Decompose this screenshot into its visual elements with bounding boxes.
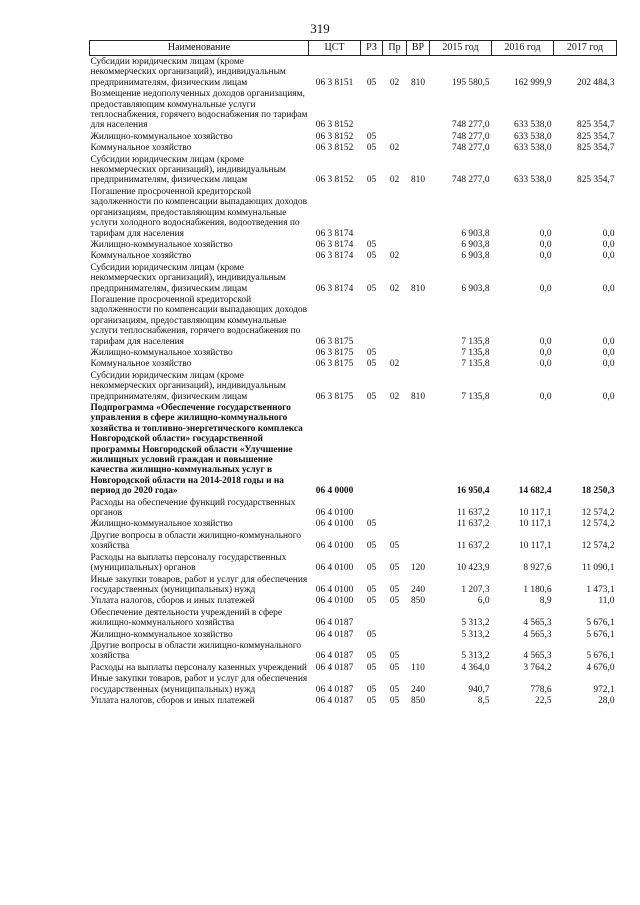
cell-rz — [361, 294, 383, 347]
cell-rz: 05 — [366, 131, 377, 142]
page-number: 319 — [310, 21, 330, 36]
cell-vr — [407, 250, 430, 261]
cell-cst: 06 3 8175 — [315, 336, 354, 347]
cell-rz: 05 — [366, 519, 377, 530]
cell-name: Коммунальное хозяйство — [90, 143, 192, 154]
table-row — [90, 262, 617, 294]
cell-pr: 02 — [389, 391, 400, 402]
cell-pr: 05 — [389, 651, 400, 662]
cell-2017: 825 354,7 — [577, 131, 615, 142]
cell-2016: 22,5 — [535, 695, 552, 706]
cell-pr: 05 — [389, 684, 400, 695]
cell-2015: 5 313,2 — [461, 629, 490, 640]
cell-2016: 4 565,3 — [523, 651, 552, 662]
cell-vr — [407, 402, 430, 497]
cell-cst: 06 3 8175 — [315, 391, 354, 402]
cell-rz — [361, 497, 383, 519]
cell-2017: 0,0 — [602, 359, 615, 370]
cell-name: Уплата налогов, сборов и иных платежей — [90, 596, 255, 607]
cell-2016: 0,0 — [539, 251, 552, 262]
cell-pr: 02 — [389, 143, 400, 154]
cell-2017: 5 676,1 — [586, 629, 615, 640]
cell-cst: 06 3 8152 — [315, 175, 354, 186]
cell-rz: 05 — [366, 283, 377, 294]
table-row — [90, 56, 617, 89]
cell-2016: 0,0 — [539, 228, 552, 239]
header-pr: Пр — [383, 41, 407, 56]
cell-cst: 06 4 0100 — [315, 584, 354, 595]
cell-2015: 195 580,5 — [452, 77, 490, 88]
cell-vr — [407, 186, 430, 239]
cell-2016: 14 682,4 — [518, 486, 552, 497]
table-row — [90, 595, 617, 606]
cell-cst: 06 4 0100 — [315, 541, 354, 552]
cell-2017: 18 250,3 — [581, 486, 615, 497]
cell-vr — [407, 142, 430, 153]
cell-pr: 02 — [389, 359, 400, 370]
cell-2015: 748 277,0 — [452, 175, 490, 186]
cell-name: Коммунальное хозяйство — [90, 251, 192, 262]
cell-pr — [383, 239, 407, 250]
cell-vr — [407, 131, 430, 142]
cell-vr — [407, 629, 430, 640]
table-row — [90, 370, 617, 402]
cell-2016: 778,6 — [530, 684, 552, 695]
cell-2017: 825 354,7 — [577, 143, 615, 154]
header-2017: 2017 год — [554, 41, 617, 56]
cell-pr: 02 — [389, 251, 400, 262]
cell-pr: 02 — [389, 175, 400, 186]
cell-vr: 850 — [410, 596, 426, 607]
cell-pr — [383, 402, 407, 497]
cell-2017: 5 676,1 — [586, 651, 615, 662]
cell-pr — [383, 294, 407, 347]
cell-pr: 02 — [389, 283, 400, 294]
cell-name: Погашение просроченной кредиторской задолженности по компенсации выпадающих доходов организациям, предоставляющим коммунальные услуги теплоснабжения, горячего водоснабжения по тарифам для населения — [90, 294, 308, 347]
cell-2015: 5 313,2 — [461, 651, 490, 662]
cell-vr: 110 — [411, 662, 425, 673]
table-row — [90, 88, 617, 131]
cell-rz: 05 — [366, 347, 377, 358]
cell-2017: 11,0 — [598, 596, 615, 607]
cell-name: Субсидии юридическим лицам (кроме некоммерческих организаций), индивидуальным предпринимателям, физическим лицам — [90, 154, 286, 186]
table-row — [90, 574, 617, 596]
header-2016: 2016 год — [492, 41, 554, 56]
cell-vr — [407, 294, 430, 347]
cell-name: Погашение просроченной кредиторской задолженности по компенсации выпадающих доходов организациям, предоставляющим коммунальные услуги холодного водоснабжения, водоотведения по тарифам для населения — [90, 186, 308, 239]
cell-name: Жилищно-коммунальное хозяйство — [90, 239, 233, 250]
cell-name: Субсидии юридическим лицам (кроме некоммерческих организаций), индивидуальным предпринимателям, физическим лицам — [90, 370, 286, 402]
cell-pr — [383, 131, 407, 142]
cell-2016: 162 999,9 — [514, 77, 552, 88]
cell-cst: 06 3 8152 — [315, 143, 354, 154]
cell-2017: 825 354,7 — [577, 120, 615, 131]
cell-2015: 7 135,8 — [461, 336, 490, 347]
cell-2015: 6 903,8 — [461, 283, 490, 294]
table-row — [90, 142, 617, 153]
cell-rz: 05 — [366, 239, 377, 250]
cell-2015: 8,5 — [477, 695, 490, 706]
cell-rz: 05 — [366, 584, 377, 595]
table-row — [90, 131, 617, 142]
cell-name: Иные закупки товаров, работ и услуг для обеспечения государственных (муниципальных) нужд — [90, 674, 308, 695]
cell-2015: 10 423,9 — [456, 563, 490, 574]
cell-name: Обеспечение деятельности учреждений в сфере жилищно-коммунального хозяйства — [90, 607, 283, 629]
cell-2017: 12 574,2 — [581, 541, 615, 552]
cell-pr: 05 — [389, 541, 400, 552]
cell-rz: 05 — [366, 541, 377, 552]
cell-2016: 4 565,3 — [523, 629, 552, 640]
cell-2017: 11 090,1 — [582, 563, 615, 574]
cell-rz: 05 — [366, 143, 377, 154]
cell-2016: 0,0 — [539, 359, 552, 370]
cell-rz: 05 — [366, 359, 377, 370]
cell-2015: 748 277,0 — [452, 120, 490, 131]
cell-2015: 6 903,8 — [461, 251, 490, 262]
cell-2017: 202 484,3 — [577, 77, 615, 88]
cell-2016: 10 117,1 — [519, 508, 552, 519]
cell-2017: 0,0 — [602, 347, 615, 358]
cell-2016: 0,0 — [539, 391, 552, 402]
cell-2016: 10 117,1 — [519, 519, 552, 530]
cell-2015: 5 313,2 — [461, 618, 490, 629]
cell-rz — [361, 402, 383, 497]
cell-name: Возмещение недополученных доходов организациям, предоставляющим коммунальные услуги теплоснабжения, горячего водоснабжения по тарифам для населения — [90, 89, 308, 131]
cell-cst: 06 4 0187 — [315, 695, 354, 706]
cell-cst: 06 3 8175 — [315, 359, 354, 370]
cell-pr — [383, 497, 407, 519]
cell-rz — [361, 88, 383, 131]
cell-cst: 06 4 0187 — [315, 651, 354, 662]
cell-2016: 633 538,0 — [514, 131, 552, 142]
cell-pr: 05 — [389, 662, 400, 673]
cell-rz: 05 — [366, 596, 377, 607]
cell-vr: 810 — [410, 391, 426, 402]
cell-2016: 633 538,0 — [514, 143, 552, 154]
cell-cst: 06 4 0100 — [315, 596, 354, 607]
table-row — [90, 530, 617, 552]
cell-2017: 12 574,2 — [581, 508, 615, 519]
cell-vr: 810 — [410, 175, 426, 186]
cell-rz: 05 — [366, 391, 377, 402]
cell-name: Расходы на обеспечение функций государственных органов — [90, 497, 296, 519]
cell-2016: 10 117,1 — [519, 541, 552, 552]
cell-rz: 05 — [366, 662, 377, 673]
table-row — [90, 497, 617, 519]
cell-vr: 810 — [410, 283, 426, 294]
cell-name: Жилищно-коммунальное хозяйство — [90, 519, 233, 530]
cell-pr: 02 — [389, 77, 400, 88]
table-row — [90, 673, 617, 695]
cell-2017: 1 473,1 — [586, 584, 615, 595]
table-header-row — [90, 41, 617, 56]
cell-2017: 0,0 — [602, 391, 615, 402]
cell-2015: 940,7 — [468, 684, 490, 695]
cell-cst: 06 3 8152 — [315, 131, 354, 142]
cell-pr: 05 — [389, 563, 400, 574]
cell-pr — [383, 518, 407, 529]
cell-vr — [407, 88, 430, 131]
cell-cst: 06 4 0187 — [315, 629, 354, 640]
cell-2015: 748 277,0 — [452, 131, 490, 142]
cell-name: Уплата налогов, сборов и иных платежей — [90, 695, 255, 706]
cell-cst: 06 3 8151 — [315, 77, 354, 88]
table-row — [90, 239, 617, 250]
cell-vr — [407, 518, 430, 529]
cell-2015: 748 277,0 — [452, 143, 490, 154]
cell-name: Коммунальное хозяйство — [90, 359, 192, 370]
cell-2015: 16 950,4 — [456, 486, 490, 497]
cell-2015: 6 903,8 — [461, 228, 490, 239]
cell-2016: 633 538,0 — [514, 175, 552, 186]
cell-pr: 05 — [389, 596, 400, 607]
cell-rz: 05 — [366, 251, 377, 262]
cell-rz — [361, 186, 383, 239]
cell-pr — [383, 607, 407, 629]
cell-2016: 0,0 — [539, 239, 552, 250]
cell-2016: 0,0 — [539, 347, 552, 358]
cell-2016: 8,9 — [539, 596, 552, 607]
cell-name: Жилищно-коммунальное хозяйство — [90, 347, 233, 358]
cell-rz: 05 — [366, 695, 377, 706]
cell-vr — [407, 497, 430, 519]
cell-cst: 06 3 8152 — [315, 120, 354, 131]
cell-rz: 05 — [366, 77, 377, 88]
cell-name: Подпрограмма «Обеспечение государственного управления в сфере жилищно-коммунального хозяйства и топливно-энергетического комплекса Новгородской области» государственной программы Новгородской области «Улучшение жилищных условий граждан и повышение качества жилищно-коммунальных услуг в Новгородской области на 2014-2018 годы и на период до 2020 года» — [90, 403, 303, 497]
cell-name: Другие вопросы в области жилищно-коммунального хозяйства — [90, 530, 302, 552]
table-row — [90, 640, 617, 662]
cell-vr: 120 — [410, 563, 426, 574]
table-row — [90, 186, 617, 239]
cell-name: Расходы на выплаты персоналу государственных (муниципальных) органов — [90, 552, 287, 574]
cell-2015: 1 207,3 — [461, 584, 490, 595]
cell-rz: 05 — [366, 629, 377, 640]
cell-rz: 05 — [366, 175, 377, 186]
cell-pr — [383, 629, 407, 640]
cell-2015: 4 364,0 — [461, 662, 490, 673]
cell-cst: 06 3 8174 — [315, 283, 354, 294]
table-row — [90, 629, 617, 640]
cell-rz: 05 — [366, 563, 377, 574]
budget-table — [89, 40, 617, 706]
table-row — [90, 662, 617, 673]
cell-cst: 06 4 0000 — [315, 486, 354, 497]
cell-2017: 12 574,2 — [581, 519, 615, 530]
cell-pr — [383, 88, 407, 131]
cell-pr — [383, 347, 407, 358]
cell-cst: 06 4 0187 — [315, 662, 354, 673]
header-vr: ВР — [407, 41, 430, 56]
cell-cst: 06 3 8174 — [315, 228, 354, 239]
cell-2016: 1 180,6 — [523, 584, 552, 595]
cell-cst: 06 3 8174 — [315, 239, 354, 250]
cell-2015: 11 637,2 — [457, 508, 490, 519]
cell-pr: 05 — [389, 695, 400, 706]
cell-name: Субсидии юридическим лицам (кроме некоммерческих организаций), индивидуальным предпринимателям, физическим лицам — [90, 262, 286, 294]
table-body — [90, 56, 617, 707]
cell-2017: 4 676,0 — [586, 662, 615, 673]
cell-2017: 0,0 — [602, 251, 615, 262]
cell-2017: 0,0 — [602, 336, 615, 347]
cell-vr: 240 — [410, 684, 426, 695]
header-cst: ЦСТ — [309, 41, 361, 56]
cell-vr: 810 — [410, 77, 426, 88]
cell-pr — [383, 186, 407, 239]
cell-rz: 05 — [366, 651, 377, 662]
table-row — [90, 402, 617, 497]
cell-name: Другие вопросы в области жилищно-коммунального хозяйства — [90, 640, 302, 662]
cell-2015: 6,0 — [477, 596, 490, 607]
table-row — [90, 358, 617, 369]
cell-2016: 633 538,0 — [514, 120, 552, 131]
table-row — [90, 518, 617, 529]
cell-vr — [407, 607, 430, 629]
cell-vr: 240 — [410, 584, 426, 595]
cell-name: Расходы на выплаты персоналу казенных учреждений — [90, 662, 307, 673]
cell-2017: 0,0 — [602, 228, 615, 239]
cell-2016: 3 764,2 — [523, 662, 552, 673]
cell-vr — [407, 347, 430, 358]
cell-2017: 825 354,7 — [577, 175, 615, 186]
cell-2015: 7 135,8 — [461, 359, 490, 370]
header-rz: РЗ — [361, 41, 383, 56]
cell-2017: 5 676,1 — [586, 618, 615, 629]
cell-rz — [361, 607, 383, 629]
cell-vr — [407, 530, 430, 552]
cell-cst: 06 4 0100 — [315, 519, 354, 530]
cell-vr — [407, 358, 430, 369]
table-row — [90, 294, 617, 347]
cell-cst: 06 4 0100 — [315, 508, 354, 519]
cell-name: Субсидии юридическим лицам (кроме некоммерческих организаций), индивидуальным предпринимателям, физическим лицам — [90, 57, 286, 88]
table-row — [90, 250, 617, 261]
cell-2015: 6 903,8 — [461, 239, 490, 250]
table-row — [90, 552, 617, 574]
cell-2016: 8 927,6 — [523, 563, 552, 574]
cell-2017: 0,0 — [602, 239, 615, 250]
cell-cst: 06 4 0187 — [315, 618, 354, 629]
table-row — [90, 607, 617, 629]
cell-2015: 11 637,2 — [457, 519, 490, 530]
cell-name: Иные закупки товаров, работ и услуг для обеспечения государственных (муниципальных) нужд — [90, 574, 308, 595]
cell-vr — [407, 640, 430, 662]
cell-cst: 06 4 0100 — [315, 563, 354, 574]
cell-2016: 0,0 — [539, 336, 552, 347]
cell-2015: 11 637,2 — [457, 541, 490, 552]
table-row — [90, 154, 617, 186]
cell-vr — [407, 239, 430, 250]
table-row — [90, 695, 617, 706]
cell-2015: 7 135,8 — [461, 391, 490, 402]
cell-2017: 0,0 — [602, 283, 615, 294]
cell-2017: 972,1 — [593, 684, 615, 695]
cell-name: Жилищно-коммунальное хозяйство — [90, 629, 233, 640]
header-name: Наименование — [90, 41, 309, 56]
cell-2016: 4 565,3 — [523, 618, 552, 629]
cell-name: Жилищно-коммунальное хозяйство — [90, 131, 233, 142]
cell-cst: 06 4 0187 — [315, 684, 354, 695]
cell-2016: 0,0 — [539, 283, 552, 294]
cell-2015: 7 135,8 — [461, 347, 490, 358]
table-row — [90, 347, 617, 358]
cell-rz: 05 — [366, 684, 377, 695]
cell-cst: 06 3 8175 — [315, 347, 354, 358]
header-2015: 2015 год — [430, 41, 492, 56]
cell-2017: 28,0 — [598, 695, 615, 706]
cell-pr: 05 — [389, 584, 400, 595]
cell-cst: 06 3 8174 — [315, 251, 354, 262]
cell-vr: 850 — [410, 695, 426, 706]
